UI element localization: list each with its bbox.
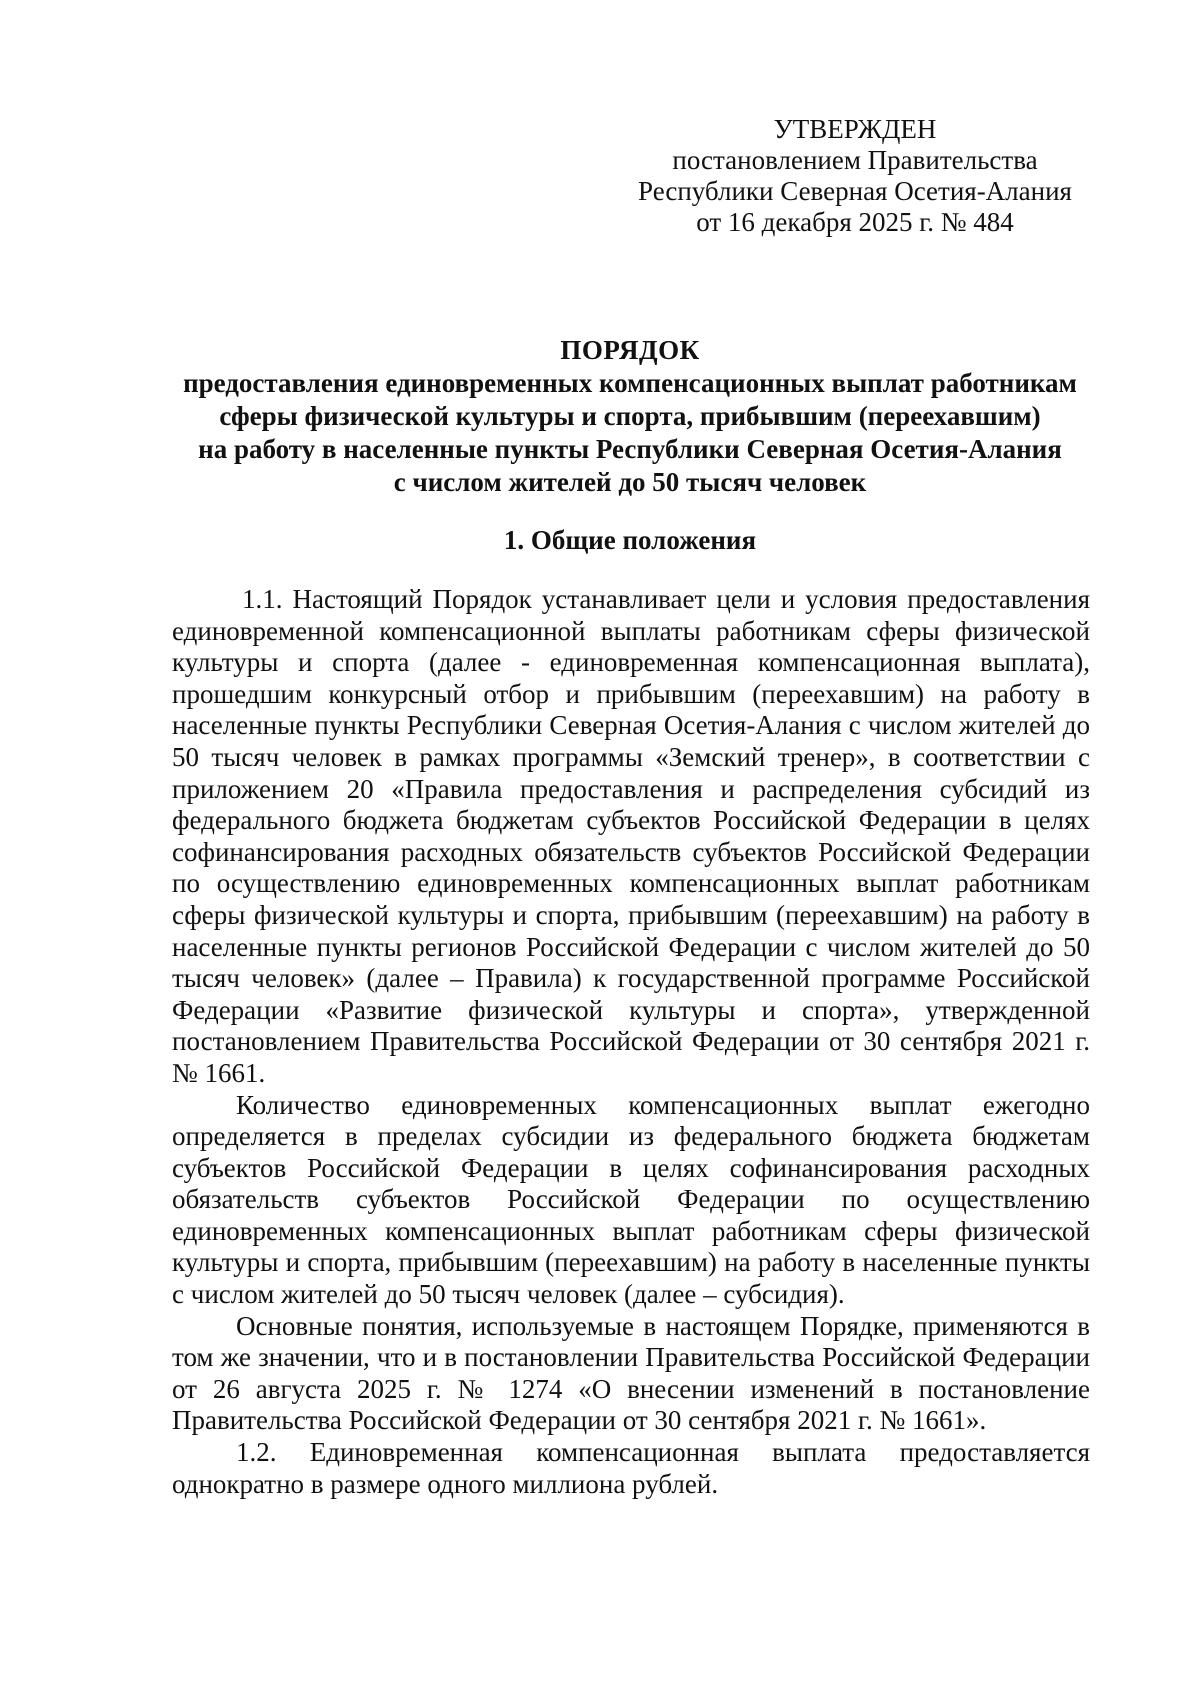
section-heading: 1. Общие положения bbox=[503, 525, 757, 555]
approval-line-resolution: постановлением Правительства bbox=[672, 145, 1038, 175]
title-line-2: сферы физической культуры и спорта, прибывшим (переехавшим) bbox=[219, 401, 1041, 431]
section-body bbox=[172, 584, 1090, 1500]
paragraph-definitions: Основные понятия, используемые в настоящем Порядке, применяются в том же значении, что и в постановлении Правительства Российской Федерации от 26 августа 2025 г. № 1274 «О внесении изменений в постановление Правительства Российской Федерации от 30 сентября 2021 г. № 1661». bbox=[172, 1310, 1090, 1436]
title-heading: ПОРЯДОК bbox=[560, 335, 700, 365]
paragraph-quantity: Количество единовременных компенсационных выплат ежегодно определяется в пределах субсидии из федерального бюджета бюджетам субъектов Российской Федерации в целях софинансирования расходных обязательств субъектов Российской Федерации по осуществлению единовременных компенсационных выплат работникам сферы физической культуры и спорта, прибывшим (переехавшим) на работу в населенные пункты с числом жителей до 50 тысяч человек (далее – субсидия). bbox=[172, 1089, 1090, 1310]
title-line-3: на работу в населенные пункты Республики Северная Осетия-Алания bbox=[198, 434, 1062, 464]
paragraph-1-2: 1.2. Единовременная компенсационная выплата предоставляется однократно в размере одного миллиона рублей. bbox=[172, 1437, 1090, 1499]
title-line-1: предоставления единовременных компенсационных выплат работникам bbox=[183, 368, 1077, 398]
title-line-4: с числом жителей до 50 тысяч человек bbox=[393, 467, 867, 497]
approval-stamp bbox=[620, 114, 1090, 238]
document-title bbox=[150, 334, 1110, 499]
approval-line-approved: УТВЕРЖДЕН bbox=[773, 114, 937, 144]
approval-line-date-number: от 16 декабря 2025 г. № 484 bbox=[696, 207, 1014, 237]
approval-line-republic: Республики Северная Осетия-Алания bbox=[638, 176, 1072, 206]
paragraph-1-1: 1.1. Настоящий Порядок устанавливает цели и условия предоставления единовременной компенсационной выплаты работникам сферы физической культуры и спорта (далее - единовременная компенсационная выплата), прошедшим конкурсный отбор и прибывшим (переехавшим) на работу в населенные пункты Республики Северная Осетия-Алания с числом жителей до 50 тысяч человек в рамках программы «Земский тренер», в соответствии с приложением 20 «Правила предоставления и распределения субсидий из федерального бюджета бюджетам субъектов Российской Федерации в целях софинансирования расходных обязательств субъектов Российской Федерации по осуществлению единовременных компенсационных выплат работникам сферы физической культуры и спорта, прибывшим (переехавшим) на работу в населенные пункты регионов Российской Федерации с числом жителей до 50 тысяч человек» (далее – Правила) к государственной программе Российской Федерации «Развитие физической культуры и спорта», утвержденной постановлением Правительства Российской Федерации от 30 сентября 2021 г. № 1661. bbox=[172, 584, 1090, 1088]
